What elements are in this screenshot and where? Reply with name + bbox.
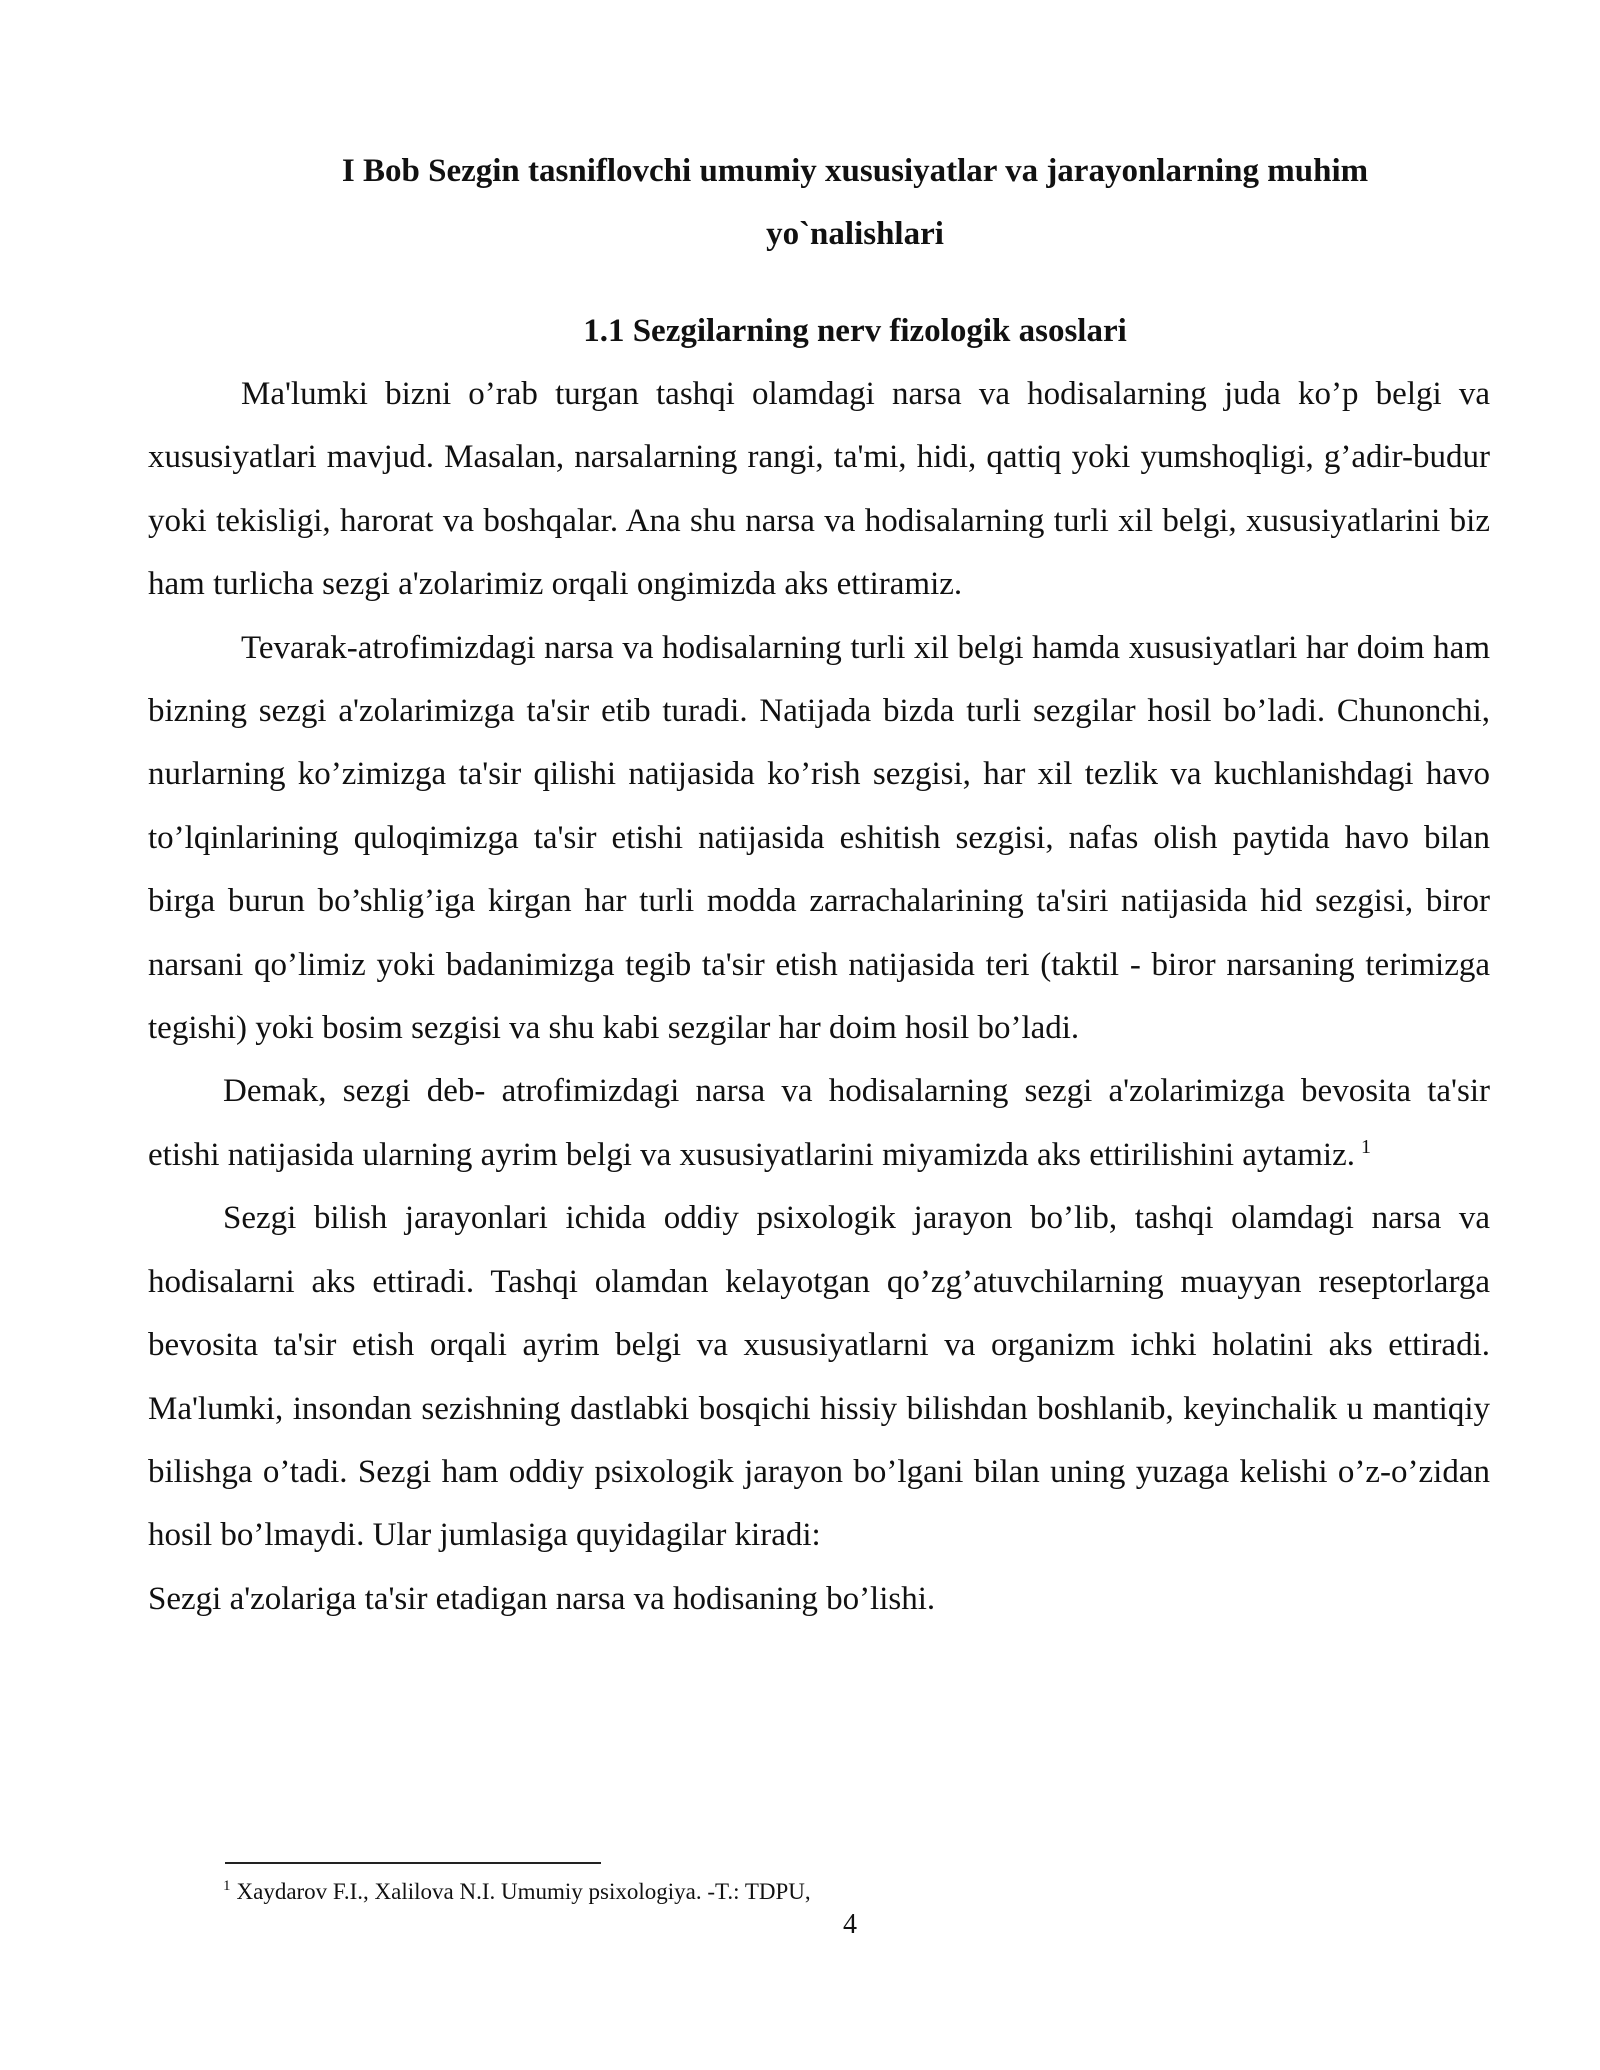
paragraph-1: Ma'lumki bizni o’rab turgan tashqi olamdagi narsa va hodisalarning juda ko’p belgi va xususiyatlari mavjud. Masalan, narsalarning rangi, ta'mi, hidi, qattiq yoki yumshoqligi, g’adir-budur yoki tekisligi, harorat va boshqalar. Ana shu narsa va hodisalarning turli xil belgi, xususiyatlarini biz ham turlicha sezgi a'zolarimiz orqali ongimizda aks ettiramiz.: [148, 376, 1490, 603]
body-text: [148, 363, 1490, 1631]
paragraph-4: Sezgi bilish jarayonlari ichida oddiy psixologik jarayon bo’lib, tashqi olamdagi narsa va hodisalarni aks ettiradi. Tashqi olamdan kelayotgan qo’zg’atuvchilarning muayyan reseptorlarga bevosita ta'sir etish orqali ayrim belgi va xususiyatlarni va organizm ichki holatini aks ettiradi. Ma'lumki, insondan sezishning dastlabki bosqichi hissiy bilishdan boshlanib, keyinchalik u mantiqiy bilishga o’tadi. Sezgi ham oddiy psixologik jarayon bo’lgani bilan uning yuzaga kelishi o’z-o’zidan hosil bo’lmaydi. Ular jumlasiga quyidagilar kiradi:: [148, 1200, 1490, 1554]
paragraph-3-text: Demak, sezgi deb- atrofimizdagi narsa va hodisalarning sezgi a'zolarimizga bevosita ta'sir etishi natijasida ularning ayrim belgi va xususiyatlarini miyamizda aks ettirilishini aytamiz.: [148, 1073, 1490, 1173]
paragraph-2: Tevarak-atrofimizdagi narsa va hodisalarning turli xil belgi hamda xususiyatlari har doim ham bizning sezgi a'zolarimizga ta'sir etib turadi. Natijada bizda turli sezgilar hosil bo’ladi. Chunonchi, nurlarning ko’zimizga ta'sir qilishi natijasida ko’rish sezgisi, har xil tezlik va kuchlanishdagi havo to’lqinlarining quloqimizga ta'sir etishi natijasida eshitish sezgisi, nafas olish paytida havo bilan birga burun bo’shlig’iga kirgan har turli modda zarrachalarining ta'siri natijasida hid sezgisi, biror narsani qo’limiz yoki badanimizga tegib ta'sir etish natijasida teri (taktil - biror narsaning terimizga tegishi) yoki bosim sezgisi va shu kabi sezgilar har doim hosil bo’ladi.: [148, 629, 1490, 1047]
paragraph-3: [148, 1060, 1490, 1187]
footnote-marker: 1: [223, 1878, 231, 1895]
section-title: 1.1 Sezgilarning nerv fizologik asoslari: [583, 313, 1127, 349]
footnote-text: Xaydarov F.I., Xalilova N.I. Umumiy psixologiya. -T.: TDPU,: [236, 1879, 811, 1904]
footnote: [223, 1877, 811, 1907]
chapter-title: I Bob Sezgin tasniflovchi umumiy xususiyatlar va jarayonlarning muhim yo`nalishlari: [341, 153, 1369, 252]
footnote-separator: [225, 1862, 601, 1864]
footnote-reference[interactable]: 1: [1360, 1135, 1371, 1158]
paragraph-5: Sezgi a'zolariga ta'sir etadigan narsa va hodisaning bo’lishi.: [148, 1580, 936, 1617]
page-number: 4: [843, 1909, 857, 1940]
